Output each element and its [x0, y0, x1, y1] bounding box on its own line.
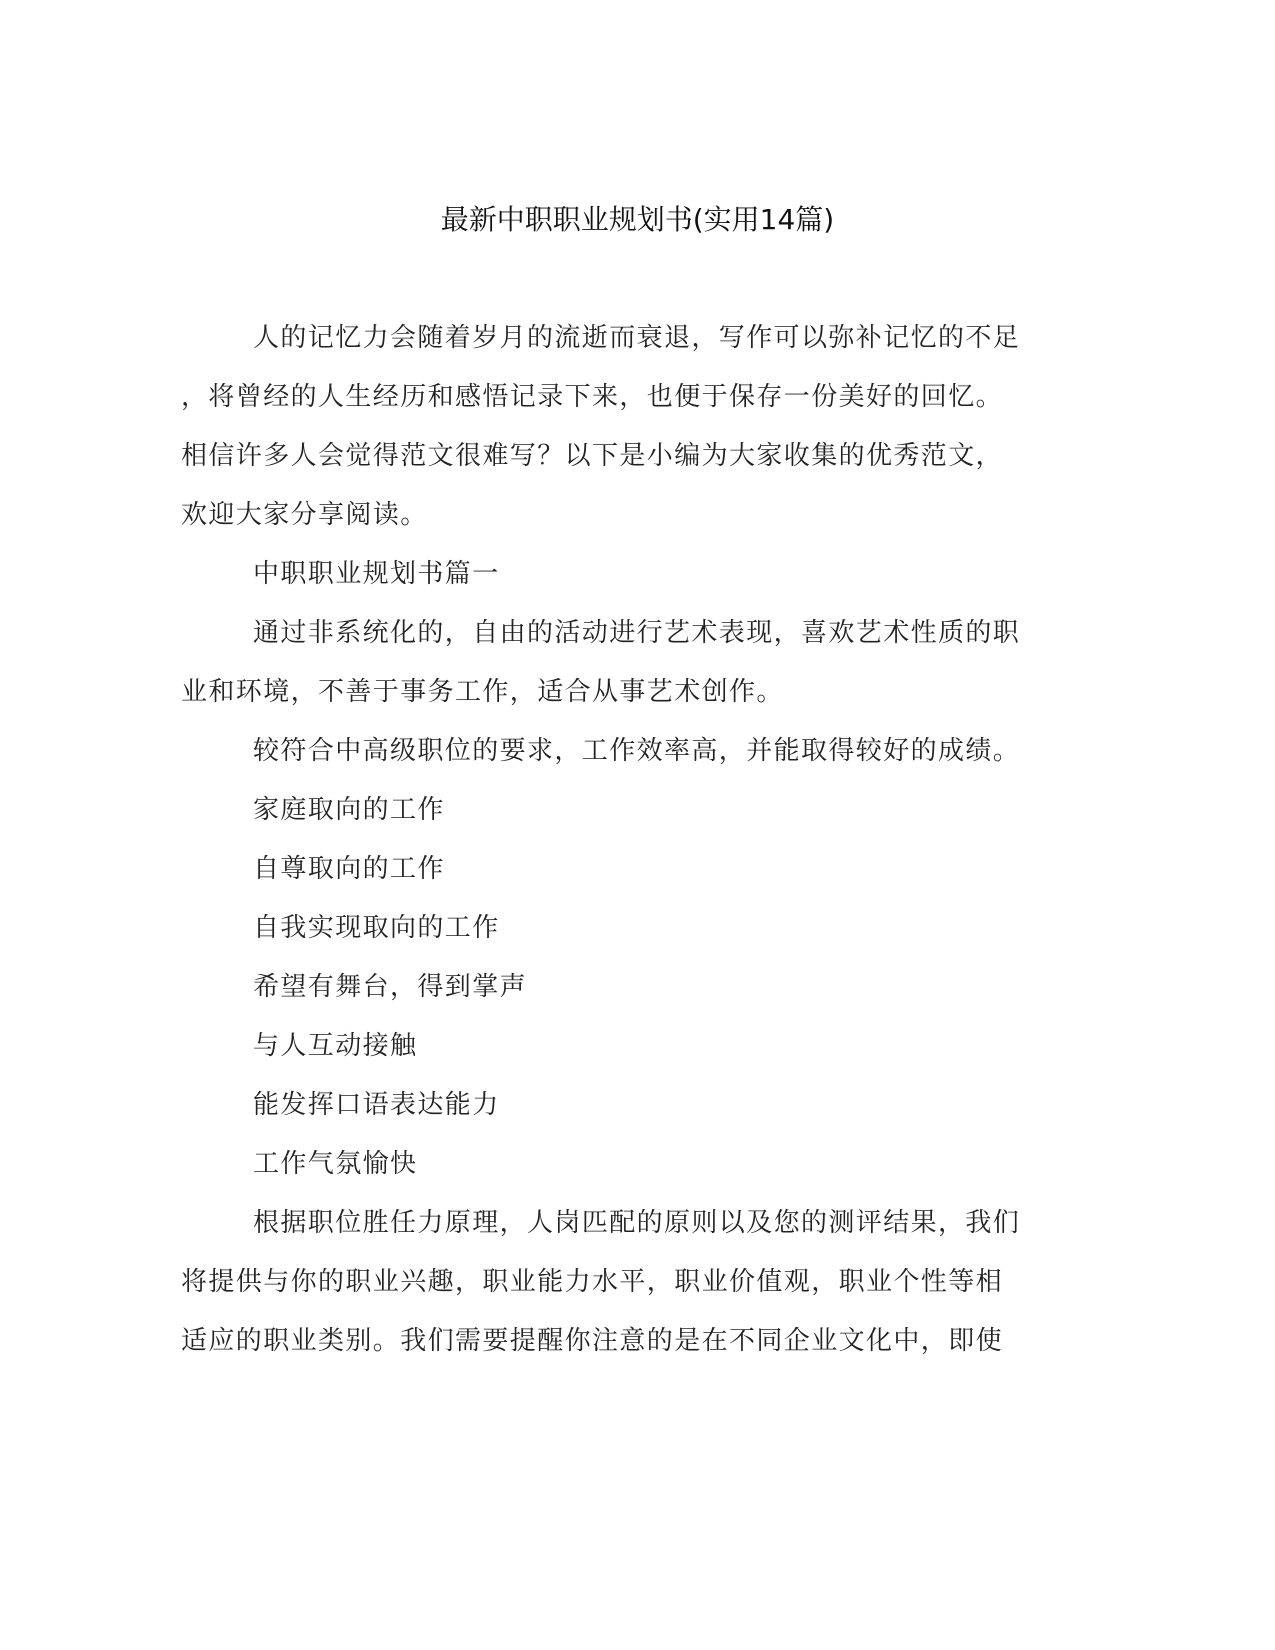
- paragraph-line: 通过非系统化的，自由的活动进行艺术表现，喜欢艺术性质的职: [253, 618, 1021, 648]
- paragraph-line: 较符合中高级职位的要求，工作效率高，并能取得较好的成绩。: [253, 736, 1021, 766]
- paragraph-line: 将提供与你的职业兴趣，职业能力水平，职业价值观，职业个性等相: [181, 1267, 1004, 1297]
- document-body: [181, 318, 1051, 1380]
- paragraph-line: 相信许多人会觉得范文很难写？以下是小编为大家收集的优秀范文，: [181, 441, 1004, 471]
- list-item: 工作气氛愉快: [253, 1149, 418, 1179]
- paragraph-line: 适应的职业类别。我们需要提醒你注意的是在不同企业文化中，即使: [181, 1326, 1004, 1356]
- paragraph-line: 人的记忆力会随着岁月的流逝而衰退，写作可以弥补记忆的不足: [253, 323, 1021, 353]
- list-item: 自尊取向的工作: [253, 854, 445, 884]
- list-item: 能发挥口语表达能力: [253, 1090, 500, 1120]
- paragraph-line: ，将曾经的人生经历和感悟记录下来，也便于保存一份美好的回忆。: [181, 382, 1004, 412]
- paragraph-line: 业和环境，不善于事务工作，适合从事艺术创作。: [181, 677, 784, 707]
- document-title: 最新中职职业规划书(实用14篇): [440, 203, 835, 236]
- list-item: 家庭取向的工作: [253, 795, 445, 825]
- list-item: 自我实现取向的工作: [253, 913, 500, 943]
- paragraph-line: 欢迎大家分享阅读。: [181, 500, 428, 530]
- paragraph-line: 根据职位胜任力原理，人岗匹配的原则以及您的测评结果，我们: [253, 1208, 1021, 1238]
- list-item: 与人互动接触: [253, 1031, 418, 1061]
- section-heading: 中职职业规划书篇一: [253, 559, 500, 589]
- list-item: 希望有舞台，得到掌声: [253, 972, 528, 1002]
